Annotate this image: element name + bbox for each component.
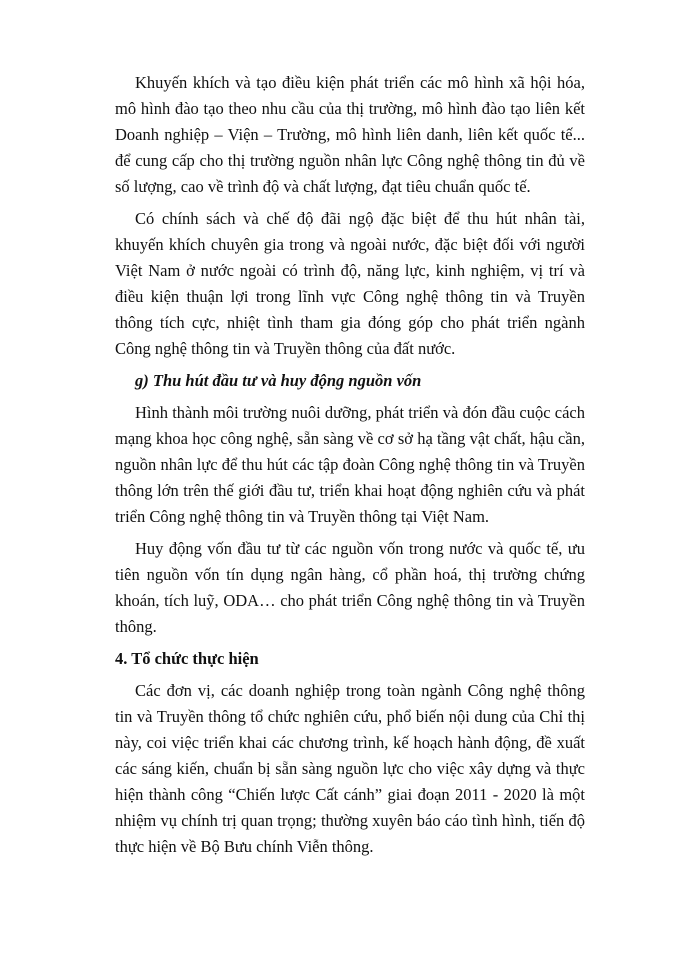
paragraph-capital-mobilization: Huy động vốn đầu tư từ các nguồn vốn trong nước và quốc tế, ưu tiên nguồn vốn tín dụng ngân hàng, cổ phần hoá, thị trường chứng khoán, tích luỹ, ODA… cho phát triển Công nghệ thông tin và Truyền thông.	[115, 539, 585, 636]
document-body	[115, 70, 585, 866]
paragraph-investment-environment: Hình thành môi trường nuôi dưỡng, phát triển và đón đầu cuộc cách mạng khoa học công nghệ, sẵn sàng về cơ sở hạ tầng vật chất, hậu cần, nguồn nhân lực để thu hút các tập đoàn Công nghệ thông tin và Truyền thông lớn trên thế giới đầu tư, triển khai hoạt động nghiên cứu và phát triển Công nghệ thông tin và Truyền thông tại Việt Nam.	[115, 403, 585, 526]
subheading-investment: g) Thu hút đầu tư và huy động nguồn vốn	[135, 371, 422, 390]
section-heading-implementation: 4. Tổ chức thực hiện	[115, 649, 259, 668]
paragraph-training-models: Khuyến khích và tạo điều kiện phát triển các mô hình xã hội hóa, mô hình đào tạo theo nhu cầu của thị trường, mô hình đào tạo liên kết Doanh nghiệp – Viện – Trường, mô hình liên danh, liên kết quốc tế... để cung cấp cho thị trường nguồn nhân lực Công nghệ thông tin đủ về số lượng, cao về trình độ và chất lượng, đạt tiêu chuẩn quốc tế.	[115, 73, 585, 196]
paragraph-implementation: Các đơn vị, các doanh nghiệp trong toàn ngành Công nghệ thông tin và Truyền thông tổ chức nghiên cứu, phổ biến nội dung của Chỉ thị này, coi việc triển khai các chương trình, kế hoạch hành động, đề xuất các sáng kiến, chuẩn bị sẵn sàng nguồn lực cho việc xây dựng và thực hiện thành công “Chiến lược Cất cánh” giai đoạn 2011 - 2020 là một nhiệm vụ chính trị quan trọng; thường xuyên báo cáo tình hình, tiến độ thực hiện về Bộ Bưu chính Viễn thông.	[115, 681, 585, 856]
paragraph-talent-policy: Có chính sách và chế độ đãi ngộ đặc biệt để thu hút nhân tài, khuyến khích chuyên gia trong và ngoài nước, đặc biệt đối với người Việt Nam ở nước ngoài có trình độ, năng lực, kinh nghiệm, vị trí và điều kiện thuận lợi trong lĩnh vực Công nghệ thông tin và Truyền thông tích cực, nhiệt tình tham gia đóng góp cho phát triển ngành Công nghệ thông tin và Truyền thông của đất nước.	[115, 209, 585, 358]
